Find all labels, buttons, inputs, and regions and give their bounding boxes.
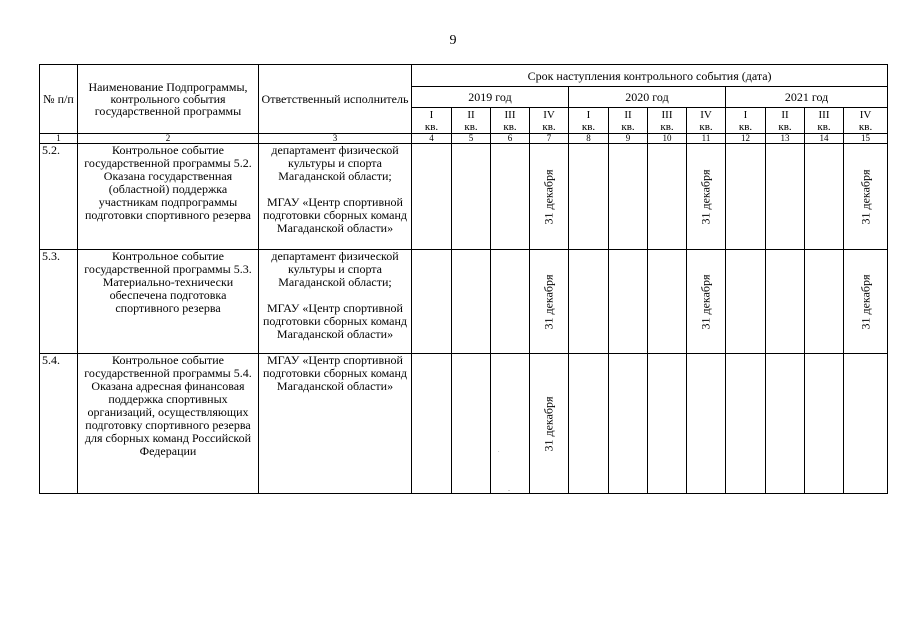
- quarter-abbr: кв.: [699, 120, 713, 133]
- responsible-line: департамент физической культуры и спорта Магаданской области;: [271, 249, 399, 289]
- quarter-date-cell: [412, 144, 452, 250]
- header-quarter: [648, 108, 687, 134]
- quarter-date-cell: [530, 354, 569, 494]
- quarter-roman: III: [661, 108, 673, 121]
- quarter-date-cell: [726, 354, 766, 494]
- responsible-line: МГАУ «Центр спортивной подготовки сборных команд Магаданской области»: [262, 353, 408, 393]
- quarter-date-cell: [452, 250, 491, 354]
- event-name: Контрольное событие государственной программы 5.2. Оказана государственная (областной) поддержка участникам подпрограммы подготовки спортивного резерва: [78, 144, 259, 250]
- quarter-abbr: кв.: [464, 120, 478, 133]
- column-number: 13: [766, 134, 805, 144]
- quarter-date-cell: [530, 250, 569, 354]
- quarter-date-cell: [609, 354, 648, 494]
- responsible-line: департамент физической культуры и спорта Магаданской области;: [271, 143, 399, 183]
- column-number: 10: [648, 134, 687, 144]
- quarter-date-cell: [844, 250, 888, 354]
- scan-mark: .: [498, 448, 500, 454]
- scan-mark: -: [508, 488, 510, 494]
- header-quarter: [844, 108, 888, 134]
- table-row: [40, 250, 888, 354]
- quarter-date-cell: [805, 250, 844, 354]
- quarter-abbr: кв.: [858, 120, 873, 133]
- event-date: 31 декабря: [698, 168, 713, 225]
- row-number: 5.2.: [40, 144, 78, 250]
- column-number: 9: [609, 134, 648, 144]
- quarter-date-cell: [805, 354, 844, 494]
- responsible-executor: [259, 354, 412, 494]
- quarter-abbr: кв.: [778, 120, 792, 133]
- header-quarter: [726, 108, 766, 134]
- control-events-table: [39, 64, 888, 494]
- event-date: 31 декабря: [858, 273, 873, 330]
- quarter-date-cell: [609, 144, 648, 250]
- quarter-date-cell: [569, 354, 609, 494]
- quarter-date-cell: [687, 144, 726, 250]
- row-number: 5.3.: [40, 250, 78, 354]
- page-number: 9: [449, 33, 457, 48]
- quarter-date-cell: [491, 354, 530, 494]
- quarter-abbr: кв.: [738, 120, 753, 133]
- quarter-roman: II: [781, 108, 789, 121]
- quarter-date-cell: [412, 354, 452, 494]
- quarter-date-cell: [452, 354, 491, 494]
- quarter-date-cell: [648, 250, 687, 354]
- quarter-date-cell: [569, 250, 609, 354]
- quarter-abbr: кв.: [581, 120, 596, 133]
- header-year-2019: 2019 год: [412, 87, 569, 108]
- header-quarter: [491, 108, 530, 134]
- quarter-roman: III: [818, 108, 830, 121]
- quarter-date-cell: [648, 354, 687, 494]
- column-number: 11: [687, 134, 726, 144]
- column-number: 14: [805, 134, 844, 144]
- header-quarter: [452, 108, 491, 134]
- header-responsible: Ответственный исполнитель: [259, 65, 412, 134]
- responsible-executor: [259, 144, 412, 250]
- quarter-roman: IV: [859, 108, 872, 121]
- quarter-roman: IV: [700, 108, 712, 121]
- quarter-date-cell: [805, 144, 844, 250]
- column-number: 6: [491, 134, 530, 144]
- quarter-roman: I: [743, 108, 748, 121]
- quarter-date-cell: [452, 144, 491, 250]
- column-number: 2: [78, 134, 259, 144]
- table-row: [40, 144, 888, 250]
- row-number: 5.4.: [40, 354, 78, 494]
- column-number: 15: [844, 134, 888, 144]
- quarter-date-cell: [648, 144, 687, 250]
- event-date: 31 декабря: [541, 168, 556, 225]
- quarter-date-cell: [530, 144, 569, 250]
- column-number: 5: [452, 134, 491, 144]
- quarter-roman: II: [467, 108, 475, 121]
- quarter-abbr: кв.: [424, 120, 439, 133]
- quarter-date-cell: [491, 144, 530, 250]
- column-number: 8: [569, 134, 609, 144]
- quarter-date-cell: [726, 250, 766, 354]
- event-name: Контрольное событие государственной программы 5.3. Материально-технически обеспечена подготовка спортивного резерва: [78, 250, 259, 354]
- quarter-roman: II: [624, 108, 632, 121]
- event-date: 31 декабря: [541, 273, 556, 330]
- quarter-date-cell: [569, 144, 609, 250]
- quarter-date-cell: [844, 354, 888, 494]
- header-quarter: [569, 108, 609, 134]
- quarter-date-cell: [687, 354, 726, 494]
- quarter-date-cell: [766, 144, 805, 250]
- quarter-date-cell: [726, 144, 766, 250]
- quarter-roman: I: [586, 108, 591, 121]
- quarter-abbr: кв.: [660, 120, 674, 133]
- header-quarter: [609, 108, 648, 134]
- quarter-abbr: кв.: [817, 120, 831, 133]
- quarter-abbr: кв.: [542, 120, 556, 133]
- quarter-date-cell: [609, 250, 648, 354]
- quarter-roman: IV: [543, 108, 555, 121]
- column-number: 3: [259, 134, 412, 144]
- header-period: Срок наступления контрольного события (дата): [412, 65, 888, 87]
- header-quarter: [766, 108, 805, 134]
- responsible-executor: [259, 250, 412, 354]
- header-year-2021: 2021 год: [726, 87, 888, 108]
- quarter-roman: I: [429, 108, 434, 121]
- table-row: [40, 354, 888, 494]
- quarter-roman: III: [504, 108, 516, 121]
- header-name: Наименование Подпрограммы, контрольного события государственной программы: [78, 65, 259, 134]
- event-date: 31 декабря: [541, 395, 556, 452]
- header-quarter: [687, 108, 726, 134]
- event-date: 31 декабря: [698, 273, 713, 330]
- quarter-date-cell: [412, 250, 452, 354]
- quarter-abbr: кв.: [621, 120, 635, 133]
- header-quarter: [805, 108, 844, 134]
- header-year-2020: 2020 год: [569, 87, 726, 108]
- header-quarter: [530, 108, 569, 134]
- column-number: 7: [530, 134, 569, 144]
- column-number: 1: [40, 134, 78, 144]
- header-no: № п/п: [40, 65, 78, 134]
- quarter-date-cell: [766, 354, 805, 494]
- header-quarter: [412, 108, 452, 134]
- event-date: 31 декабря: [858, 168, 873, 225]
- responsible-line: МГАУ «Центр спортивной подготовки сборных команд Магаданской области»: [262, 195, 408, 235]
- quarter-abbr: кв.: [503, 120, 517, 133]
- quarter-date-cell: [844, 144, 888, 250]
- quarter-date-cell: [766, 250, 805, 354]
- column-number: 4: [412, 134, 452, 144]
- column-number: 12: [726, 134, 766, 144]
- event-name: Контрольное событие государственной программы 5.4. Оказана адресная финансовая поддержка спортивных организаций, осуществляющих подготовку спортивного резерва для сборных команд Российской Федерации: [78, 354, 259, 494]
- responsible-line: МГАУ «Центр спортивной подготовки сборных команд Магаданской области»: [262, 301, 408, 341]
- quarter-date-cell: [491, 250, 530, 354]
- quarter-date-cell: [687, 250, 726, 354]
